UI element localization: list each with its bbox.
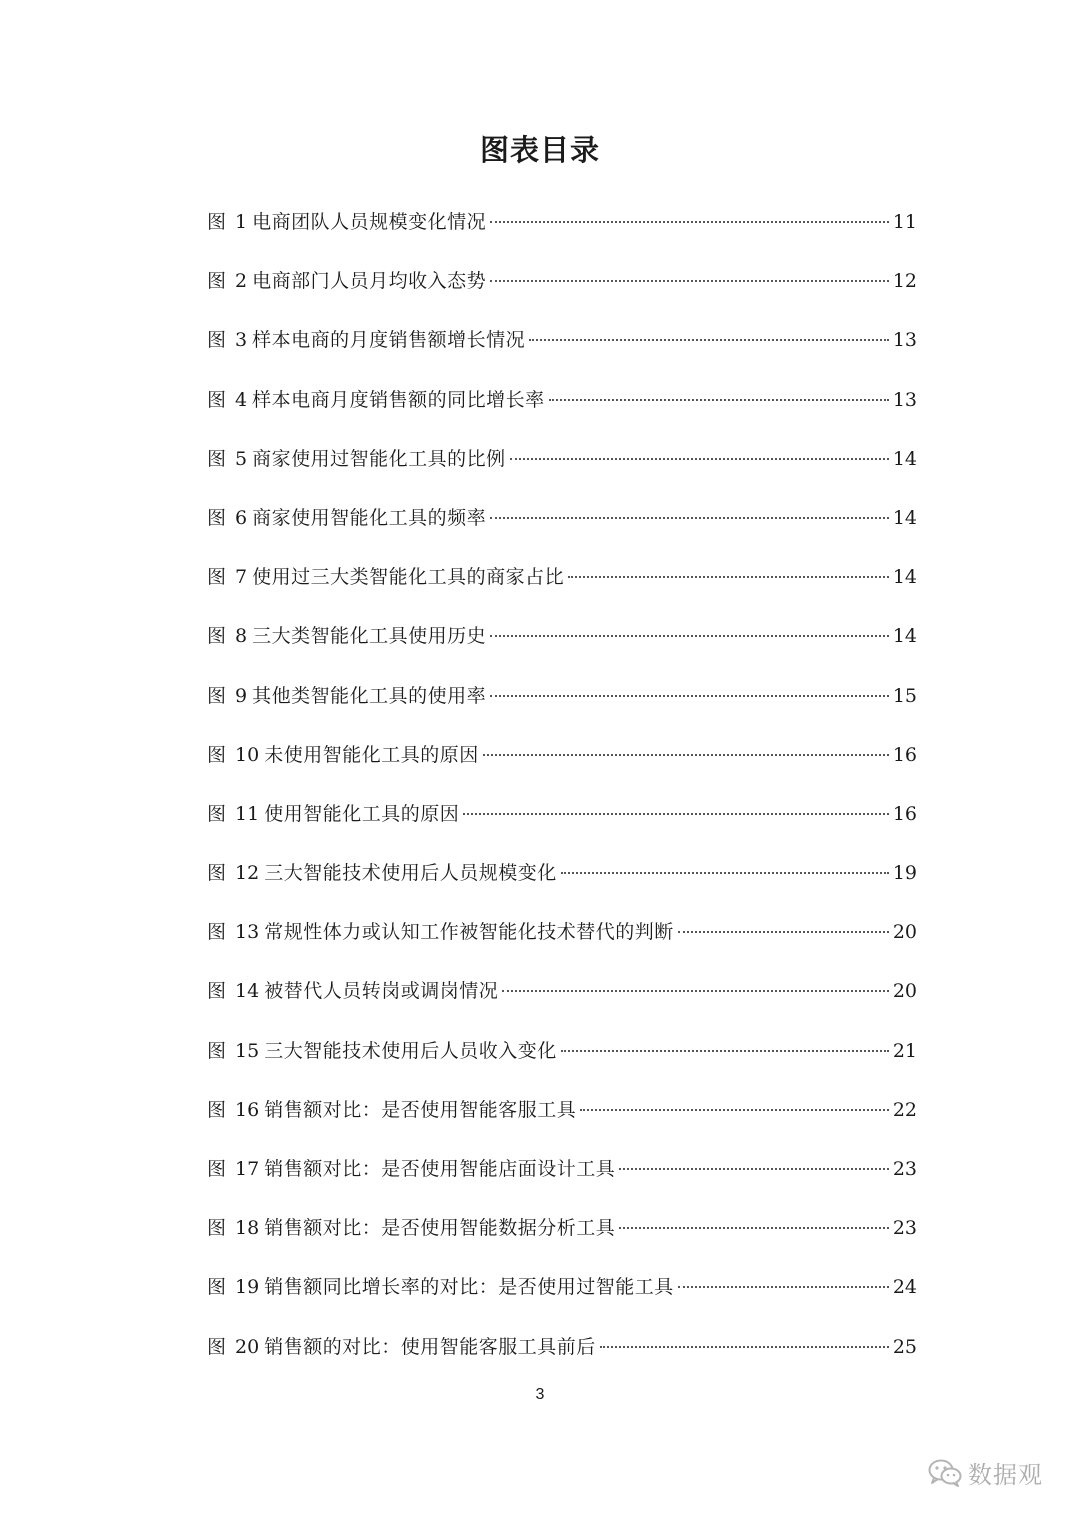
toc-entry-page: 14 bbox=[892, 506, 917, 529]
toc-entry-label: 销售额对比：是否使用智能客服工具 bbox=[264, 1098, 577, 1121]
toc-entry-page: 20 bbox=[892, 980, 917, 1003]
toc-entry-number: 9 bbox=[235, 684, 248, 707]
toc-entry-number: 19 bbox=[235, 1276, 260, 1299]
toc-dot-leader bbox=[580, 1109, 889, 1111]
toc-entry-prefix: 图 bbox=[207, 211, 227, 233]
toc-entry[interactable] bbox=[207, 969, 917, 1028]
toc-dot-leader bbox=[490, 635, 889, 637]
toc-dot-leader bbox=[510, 458, 889, 460]
toc-entry-page: 14 bbox=[892, 625, 917, 648]
toc-entry-label: 其他类智能化工具的使用率 bbox=[252, 684, 487, 707]
toc-entry-label: 销售额对比：是否使用智能数据分析工具 bbox=[264, 1217, 616, 1240]
toc-entry-page: 16 bbox=[892, 802, 917, 825]
toc-entry-label: 商家使用智能化工具的频率 bbox=[252, 506, 487, 529]
toc-entry-number: 16 bbox=[235, 1098, 260, 1121]
toc-entry-prefix: 图 bbox=[207, 447, 227, 470]
toc-entry-number: 6 bbox=[235, 506, 248, 529]
toc-entry[interactable] bbox=[207, 318, 917, 377]
toc-entry-prefix: 图 bbox=[207, 802, 227, 825]
toc-entry[interactable] bbox=[207, 792, 917, 851]
toc-dot-leader bbox=[490, 695, 889, 697]
toc-dot-leader bbox=[490, 221, 889, 223]
toc-entry-prefix: 图 bbox=[207, 625, 227, 648]
toc-entry[interactable] bbox=[207, 614, 917, 673]
toc-entry-number: 11 bbox=[235, 802, 260, 825]
toc-entry-number: 1 bbox=[235, 211, 248, 233]
toc-entry-number: 3 bbox=[235, 329, 248, 352]
toc-entry-label: 未使用智能化工具的原因 bbox=[264, 743, 479, 766]
toc-entry-number: 10 bbox=[235, 743, 260, 766]
toc-dot-leader bbox=[490, 280, 889, 282]
toc-entry-number: 18 bbox=[235, 1217, 260, 1240]
toc-dot-leader bbox=[561, 872, 889, 874]
toc-entry-page: 13 bbox=[892, 388, 917, 411]
toc-dot-leader bbox=[549, 399, 889, 401]
toc-entry-prefix: 图 bbox=[207, 506, 227, 529]
toc-entry-prefix: 图 bbox=[207, 1276, 227, 1299]
toc-entry-page: 14 bbox=[892, 566, 917, 589]
toc-entry-prefix: 图 bbox=[207, 743, 227, 766]
toc-entry-label: 商家使用过智能化工具的比例 bbox=[252, 447, 506, 470]
watermark bbox=[928, 1455, 1043, 1490]
toc-entry-number: 17 bbox=[235, 1158, 260, 1180]
toc-entry-label: 样本电商的月度销售额增长情况 bbox=[252, 329, 526, 352]
toc-entry-prefix: 图 bbox=[207, 1098, 227, 1121]
wechat-icon bbox=[928, 1459, 962, 1487]
toc-entry[interactable] bbox=[207, 496, 917, 555]
toc-entry-label: 常规性体力或认知工作被智能化技术替代的判断 bbox=[264, 921, 674, 944]
toc-entry-label: 样本电商月度销售额的同比增长率 bbox=[252, 388, 545, 411]
toc-entry-label: 使用过三大类智能化工具的商家占比 bbox=[252, 566, 565, 589]
toc-list bbox=[207, 200, 917, 1384]
toc-entry-page: 24 bbox=[892, 1276, 917, 1299]
toc-entry-prefix: 图 bbox=[207, 1335, 227, 1358]
toc-entry-page: 22 bbox=[892, 1098, 917, 1121]
toc-dot-leader bbox=[463, 813, 889, 815]
toc-dot-leader bbox=[678, 931, 889, 933]
watermark-text: 数据观 bbox=[968, 1461, 1043, 1489]
toc-entry-page: 20 bbox=[892, 921, 917, 944]
toc-entry-page: 14 bbox=[892, 447, 917, 470]
toc-entry-prefix: 图 bbox=[207, 329, 227, 352]
toc-entry[interactable] bbox=[207, 733, 917, 792]
toc-entry[interactable] bbox=[207, 1088, 917, 1147]
toc-entry[interactable] bbox=[207, 259, 917, 318]
toc-entry[interactable] bbox=[207, 555, 917, 614]
toc-entry-page: 15 bbox=[892, 684, 917, 707]
toc-entry-label: 三大智能技术使用后人员收入变化 bbox=[264, 1039, 557, 1062]
toc-entry-prefix: 图 bbox=[207, 388, 227, 411]
toc-entry-page: 16 bbox=[892, 743, 917, 766]
toc-entry-number: 2 bbox=[235, 270, 248, 293]
toc-entry-prefix: 图 bbox=[207, 1158, 227, 1180]
toc-dot-leader bbox=[600, 1346, 889, 1348]
page-title: 图表目录 bbox=[479, 133, 600, 167]
toc-entry-label: 三大类智能化工具使用历史 bbox=[252, 625, 487, 648]
toc-entry[interactable] bbox=[207, 1325, 917, 1384]
toc-entry-number: 20 bbox=[235, 1335, 260, 1358]
toc-entry-prefix: 图 bbox=[207, 1217, 227, 1240]
toc-entry-number: 7 bbox=[235, 566, 248, 589]
toc-entry-prefix: 图 bbox=[207, 566, 227, 589]
toc-entry-number: 14 bbox=[235, 980, 260, 1003]
toc-entry-page: 11 bbox=[892, 211, 917, 233]
toc-entry-page: 23 bbox=[892, 1158, 917, 1180]
toc-entry-page: 12 bbox=[892, 270, 917, 293]
toc-dot-leader bbox=[619, 1227, 889, 1229]
toc-entry[interactable] bbox=[207, 437, 917, 496]
toc-entry-number: 13 bbox=[235, 921, 260, 944]
toc-entry-page: 23 bbox=[892, 1217, 917, 1240]
toc-entry-label: 电商部门人员月均收入态势 bbox=[252, 270, 487, 293]
toc-entry-label: 销售额的对比：使用智能客服工具前后 bbox=[264, 1335, 596, 1358]
toc-entry-prefix: 图 bbox=[207, 862, 227, 885]
toc-entry[interactable] bbox=[207, 674, 917, 733]
toc-dot-leader bbox=[568, 576, 889, 578]
toc-entry-number: 8 bbox=[235, 625, 248, 648]
toc-entry-number: 4 bbox=[235, 388, 248, 411]
toc-entry-label: 使用智能化工具的原因 bbox=[264, 802, 460, 825]
toc-entry-label: 销售额对比：是否使用智能店面设计工具 bbox=[264, 1158, 616, 1180]
toc-entry-prefix: 图 bbox=[207, 980, 227, 1003]
toc-entry-label: 三大智能技术使用后人员规模变化 bbox=[264, 862, 557, 885]
toc-entry-prefix: 图 bbox=[207, 1039, 227, 1062]
toc-entry-prefix: 图 bbox=[207, 270, 227, 293]
toc-entry-page: 19 bbox=[892, 862, 917, 885]
toc-entry-number: 5 bbox=[235, 447, 248, 470]
toc-entry-page: 25 bbox=[892, 1335, 917, 1358]
toc-entry-number: 12 bbox=[235, 862, 260, 885]
toc-entry-page: 21 bbox=[892, 1039, 917, 1062]
toc-dot-leader bbox=[502, 990, 889, 992]
toc-dot-leader bbox=[483, 754, 889, 756]
toc-entry-number: 15 bbox=[235, 1039, 260, 1062]
toc-entry[interactable] bbox=[207, 1265, 917, 1324]
toc-dot-leader bbox=[529, 339, 889, 341]
toc-dot-leader bbox=[561, 1050, 889, 1052]
toc-entry[interactable] bbox=[207, 1029, 917, 1088]
toc-entry[interactable] bbox=[207, 200, 917, 259]
toc-dot-leader bbox=[619, 1168, 889, 1170]
page-number: 3 bbox=[535, 1386, 545, 1403]
toc-entry-label: 销售额同比增长率的对比：是否使用过智能工具 bbox=[264, 1276, 674, 1299]
toc-dot-leader bbox=[678, 1286, 889, 1288]
toc-entry-label: 电商团队人员规模变化情况 bbox=[252, 211, 487, 233]
toc-entry-prefix: 图 bbox=[207, 921, 227, 944]
toc-entry[interactable] bbox=[207, 378, 917, 437]
toc-entry[interactable] bbox=[207, 1147, 917, 1206]
toc-entry[interactable] bbox=[207, 1206, 917, 1265]
toc-dot-leader bbox=[490, 517, 889, 519]
toc-entry[interactable] bbox=[207, 851, 917, 910]
toc-entry[interactable] bbox=[207, 910, 917, 969]
toc-entry-prefix: 图 bbox=[207, 684, 227, 707]
toc-entry-label: 被替代人员转岗或调岗情况 bbox=[264, 980, 499, 1003]
toc-entry-page: 13 bbox=[892, 329, 917, 352]
